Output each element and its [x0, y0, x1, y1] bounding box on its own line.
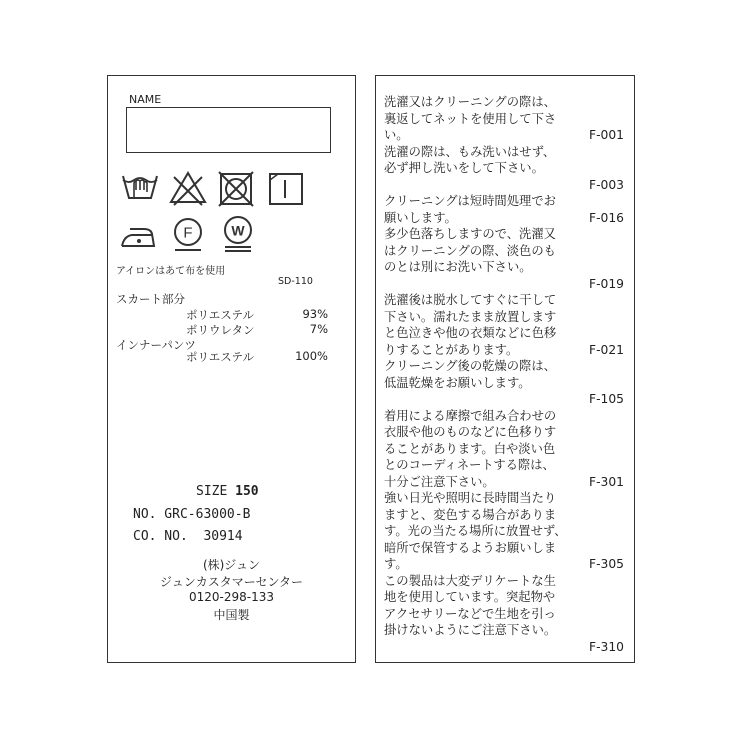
- co-number: CO. NO. 30914: [133, 529, 243, 544]
- note-line: と色泣きや他の衣類などに色移: [384, 326, 557, 340]
- company-name: (株)ジュン: [202, 558, 261, 572]
- note-line: 暗所で保管するようお願いしま: [384, 540, 557, 555]
- product-number: NO. GRC-63000-B: [133, 507, 251, 522]
- note-code: F-021: [589, 342, 624, 357]
- note-code: F-003: [589, 177, 624, 192]
- note-line-with-code: [384, 474, 624, 491]
- note-code: F-310: [589, 639, 624, 654]
- wash-by-hand-icon: [120, 168, 160, 208]
- note-code: F-019: [589, 276, 624, 291]
- note-code: F-105: [589, 392, 624, 406]
- customer-center: ジュンカスタマーセンター: [159, 575, 304, 589]
- left-care-label: [107, 75, 356, 663]
- note-line: 裏返してネットを使用して下さ: [384, 111, 557, 126]
- svg-text:F: F: [183, 224, 193, 242]
- skirt-percent-2: 7%: [309, 322, 328, 336]
- line-dry-icon: [266, 168, 306, 208]
- note-line: 地を使用しています。突起物や: [384, 590, 556, 604]
- note-line: 掛けないようにご注意下さい。: [384, 623, 557, 637]
- phone-number: 0120-298-133: [188, 590, 274, 604]
- note-line: クリーニングは短時間処理でお: [384, 194, 556, 208]
- iron-low-icon: [118, 216, 158, 256]
- note-line: 衣服や他のものなどに色移りす: [384, 425, 557, 439]
- note-line: 多少色落ちしますので、洗濯又: [384, 227, 556, 241]
- note-line: 洗濯の際は、もみ洗いはせず、: [384, 144, 556, 159]
- name-field-box: [126, 107, 331, 153]
- note-line: 低温乾燥をお願いします。: [384, 375, 531, 390]
- skirt-percent-1: 93%: [302, 307, 328, 321]
- note-code: F-301: [589, 474, 624, 489]
- note-line: 強い日光や照明に長時間当たり: [384, 491, 557, 505]
- note-line: のとは別にお洗い下さい。: [384, 260, 532, 274]
- note-line: この製品は大変デリケートな生: [384, 573, 556, 588]
- note-code: F-305: [589, 557, 624, 571]
- note-line: 洗濯後は脱水してすぐに干して: [384, 293, 557, 307]
- note-line: 十分ご注意下さい。: [384, 474, 495, 489]
- country-of-origin: 中国製: [213, 608, 250, 622]
- note-line: ることがあります。白や淡い色: [384, 441, 556, 456]
- note-line-with-code: [384, 127, 624, 144]
- right-care-label: [375, 75, 635, 663]
- note-line: とのコーディネートする際は、: [384, 458, 555, 472]
- note-line: 願いします。: [384, 210, 457, 225]
- size-label: SIZE: [196, 484, 228, 499]
- note-line: りすることがあります。: [384, 342, 519, 357]
- no-bleach-icon: [168, 168, 208, 208]
- dry-clean-f-icon: [168, 214, 208, 254]
- no-tumble-dry-icon: [216, 168, 256, 208]
- note-line: 下さい。濡れたまま放置します: [384, 309, 557, 324]
- note-line: 必ず押し洗いをして下さい。: [384, 161, 544, 175]
- care-notes: [384, 94, 624, 655]
- skirt-material-2: ポリウレタン: [186, 323, 255, 337]
- skirt-label: スカート部分: [116, 292, 185, 306]
- note-line: す。光の当たる場所に放置せず、: [384, 524, 567, 538]
- note-line: い。: [384, 128, 409, 142]
- note-line: 着用による摩擦で組み合わせの: [384, 408, 557, 423]
- note-line: す。: [384, 557, 408, 571]
- note-line: アクセサリーなどで生地を引っ: [384, 606, 556, 621]
- note-line: クリーニング後の乾燥の際は、: [384, 359, 556, 373]
- size-line: [196, 484, 259, 499]
- note-line-with-code: [384, 210, 624, 227]
- name-label: NAME: [129, 93, 162, 106]
- svg-text:W: W: [231, 222, 245, 239]
- note-line: ますと、変色する場合がありま: [384, 507, 557, 522]
- note-line: はクリーニングの際、淡色のも: [384, 243, 556, 258]
- skirt-material-1: ポリエステル: [186, 308, 254, 322]
- note-line-with-code: [384, 342, 624, 359]
- iron-code: SD-110: [278, 276, 313, 287]
- iron-note: アイロンはあて布を使用: [116, 266, 226, 277]
- inner-material-1: ポリエステル: [186, 350, 254, 364]
- note-code: F-001: [589, 128, 624, 142]
- wet-clean-w-icon: [218, 214, 258, 254]
- note-code: F-016: [589, 210, 624, 225]
- note-line: 洗濯又はクリーニングの際は、: [384, 95, 556, 109]
- inner-percent-1: 100%: [295, 349, 328, 363]
- size-value: 150: [235, 484, 259, 499]
- inner-label: インナーパンツ: [116, 338, 196, 352]
